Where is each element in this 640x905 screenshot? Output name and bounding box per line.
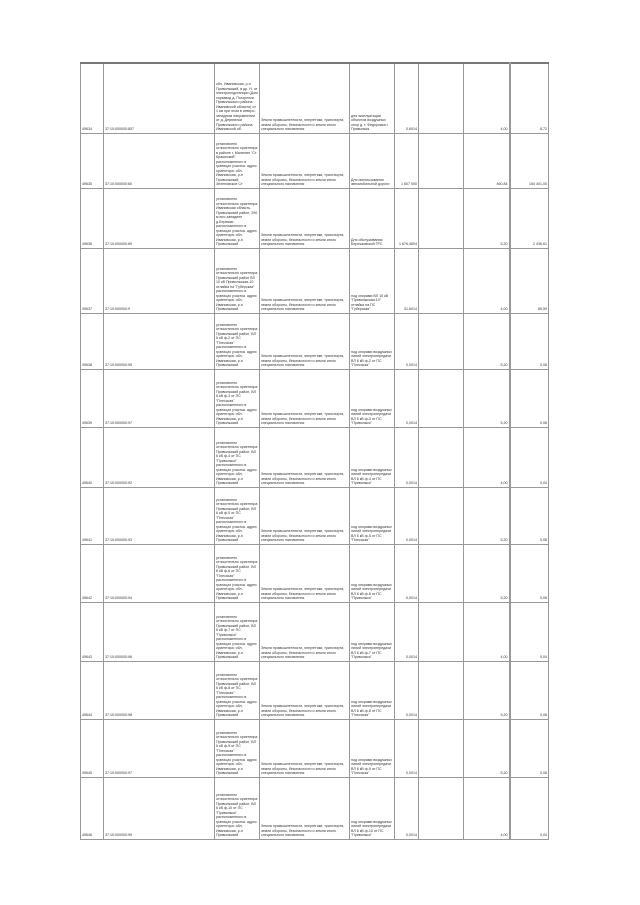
table-row: [81, 777, 549, 839]
cadastral-number-cell: 37:10:000000:95: [104, 313, 215, 369]
permitted-use-cell: для эксплуатации объектов воздушных опор д. т. Федоровка г. Приволжск: [350, 63, 395, 133]
cadastral-number-cell: 37:10:000000:99: [104, 777, 215, 839]
parcel-id-cell: 49641: [81, 487, 104, 544]
cadastral-number-cell: 37:10:000000:9: [104, 248, 215, 313]
empty-cell-cell: [419, 487, 464, 544]
table-row: [81, 544, 549, 602]
parcel-id-cell: 49644: [81, 661, 104, 719]
rate-cell: 5,20: [464, 661, 510, 719]
address-cell: установлено относительно ориентира Приволжский район, ВЛ 6 кВ ф-7 от ПС "Приволжск" расположенного в границах участка. адрес ориентира: обл. Ивановская, р-н Приволжский: [215, 602, 260, 661]
empty-cell-cell: [419, 719, 464, 777]
value-cell: 0,04: [510, 602, 549, 661]
empty-cell-cell: [419, 602, 464, 661]
parcel-id-cell: 49637: [81, 248, 104, 313]
rate-cell: 5,20: [464, 487, 510, 544]
value-cell: 2 436,61: [510, 188, 549, 248]
area-cell: 0,0014: [395, 369, 419, 427]
land-category-cell: Земли промышленности, энергетики, транспорта, земли обороны, безопасности и земли иного специального назначения: [260, 313, 350, 369]
address-cell: обл. Ивановская, р-н Приволжский, в др. Н. от электроподстанции (Дом хорзавод д. Погорелки Приволжского района Ивановской области) от 1 км при этом в северо-западном направлении от д. Дерягинки Приволжского района Ивановской об.: [215, 63, 260, 133]
area-cell: 1 607 000: [395, 133, 419, 188]
rate-cell: 5,20: [464, 313, 510, 369]
permitted-use-cell: под опорами воздушных линий электропередачи ВЛ 6 кВ ф-6 от ПС "Приволжск": [350, 544, 395, 602]
rate-cell: 5,20: [464, 369, 510, 427]
area-cell: 0,0014: [395, 427, 419, 487]
empty-cell-cell: [419, 427, 464, 487]
address-cell: установлено относительно ориентира Приволжский район, ВЛ 6 кВ ф-5 от ПС "Плесская" расположенного в границах участка. адрес ориентира: обл. Ивановская, р-н Приволжский: [215, 487, 260, 544]
permitted-use-cell: под опорами воздушных линий электропередачи ВЛ 6 кВ ф-4 от ПС "Приволжск": [350, 427, 395, 487]
parcel-id-cell: 49639: [81, 369, 104, 427]
permitted-use-cell: под опорами воздушных линий электропередачи ВЛ 6 кВ ф-10 от ПС "Приволжск": [350, 777, 395, 839]
value-cell: 0,08: [510, 313, 549, 369]
address-cell: установлено относительно ориентира Приволжский район, ВЛ 6 кВ ф-4 от ПС "Приволжск" расположенного в границах участка. адрес ориентира: обл. Ивановская, р-н Приволжский: [215, 427, 260, 487]
rate-cell: 5,20: [464, 719, 510, 777]
value-cell: 0,08: [510, 369, 549, 427]
land-category-cell: Земли промышленности, энергетики, транспорта, земли обороны, безопасности и земли иного специального назначения: [260, 369, 350, 427]
permitted-use-cell: под опорами воздушных линий электропередачи ВЛ 6 кВ ф-5 от ПС "Плесская": [350, 487, 395, 544]
table-row: [81, 188, 549, 248]
empty-cell-cell: [419, 188, 464, 248]
parcel-id-cell: 49636: [81, 188, 104, 248]
rate-cell: 4,00: [464, 777, 510, 839]
cadastral-number-cell: 37:10:000000:97: [104, 369, 215, 427]
permitted-use-cell: под опорами ВЛ 10 кВ "Приволжская-10" отпайка на ПС "Губерская": [350, 248, 395, 313]
table-row: [81, 133, 549, 188]
value-cell: 8,72: [510, 63, 549, 133]
empty-cell-cell: [419, 777, 464, 839]
parcel-id-cell: 49643: [81, 602, 104, 661]
rate-cell: 4,00: [464, 602, 510, 661]
empty-cell-cell: [419, 661, 464, 719]
land-category-cell: Земли промышленности, энергетики, транспорта, земли обороны, безопасности и земли иного специального назначения: [260, 777, 350, 839]
value-cell: 154 401,00: [510, 133, 549, 188]
value-cell: 0,04: [510, 427, 549, 487]
permitted-use-cell: под опорами воздушных линий электропередачи ВЛ 6 кВ ф-3 от ПС "Приволжск": [350, 369, 395, 427]
land-category-cell: Земли промышленности, энергетики, транспорта, земли обороны, безопасности и земли иного специального назначения: [260, 719, 350, 777]
cadastral-number-cell: 37:10:000000:98: [104, 661, 215, 719]
address-cell: установлено относительно ориентира Приволжский район, ВЛ 6 кВ ф-10 от ПС "Приволжск" расположенного в границах участка. адрес ориентира: обл. Ивановская, р-н Приволжский: [215, 777, 260, 839]
value-cell: 0,08: [510, 487, 549, 544]
land-parcels-table: [80, 62, 549, 840]
cadastral-number-cell: 37:10:000000:93: [104, 487, 215, 544]
rate-cell: 4,00: [464, 427, 510, 487]
rate-cell: 5,20: [464, 544, 510, 602]
parcel-id-cell: 49642: [81, 544, 104, 602]
area-cell: 0,0014: [395, 777, 419, 839]
permitted-use-cell: Для обслуживания Бережковской ГРС: [350, 188, 395, 248]
parcel-id-cell: 49634: [81, 63, 104, 133]
cadastral-number-cell: 37:10:000000:857: [104, 63, 215, 133]
table-row: [81, 427, 549, 487]
address-cell: установлено относительно ориентира Приволжский район, ВЛ 6 кВ ф-6 от ПС "Плесская" расположенного в границах участка. адрес ориентира: обл. Ивановская, р-н Приволжский: [215, 544, 260, 602]
land-category-cell: Земли промышленности, энергетики, транспорта, земли обороны, безопасности и земли иного специального назначения: [260, 661, 350, 719]
address-cell: установлено относительно ориентира Ивановская область, Приволжский район, 290 м юго-западнее д.Бережки расположенного в границах участка. адрес ориентира: обл. Ивановская, р-н Приволжский: [215, 188, 260, 248]
empty-cell-cell: [419, 369, 464, 427]
address-cell: установлено относительно ориентира Приволжский район, ВЛ 6 кВ ф-8 от ПС "Плесская" расположенного в границах участка. адрес ориентира: обл. Ивановская, р-н Приволжский: [215, 661, 260, 719]
address-cell: установлено относительно ориентира Приволжский район ВЛ 10 кВ Приволжская-10 отпайка на "Губерская" расположенного в границах участка. адрес ориентира: обл. Ивановская, р-н Приволжский: [215, 248, 260, 313]
area-cell: 0,6014: [395, 63, 419, 133]
permitted-use-cell: Для использования автомобильной дороги: [350, 133, 395, 188]
value-cell: 0,08: [510, 719, 549, 777]
table-row: [81, 248, 549, 313]
land-category-cell: Земли промышленности, энергетики, транспорта, земли обороны, безопасности и земли иного специального назначения: [260, 63, 350, 133]
permitted-use-cell: под опорами воздушных линий электропередачи ВЛ 6 кВ ф-2 от ПС "Плесская": [350, 313, 395, 369]
parcel-id-cell: 49638: [81, 313, 104, 369]
value-cell: 0,04: [510, 777, 549, 839]
table-row: [81, 661, 549, 719]
table-row: [81, 313, 549, 369]
table-row: [81, 369, 549, 427]
land-category-cell: Земли промышленности, энергетики, транспорта, земли обороны, безопасности и земли иного специального назначения: [260, 487, 350, 544]
cadastral-number-cell: 37:10:000000:97: [104, 719, 215, 777]
land-category-cell: Земли промышленности, энергетики, транспорта, земли обороны, безопасности и земли иного специального назначения: [260, 248, 350, 313]
parcel-id-cell: 49635: [81, 133, 104, 188]
address-cell: установлено относительно ориентира Приволжский район, ВЛ 6 кВ ф-9 от ПС "Плесская" расположенного в границах участка. адрес ориентира: обл. Ивановская, р-н Приволжский: [215, 719, 260, 777]
rate-cell: 5,20: [464, 188, 510, 248]
cadastral-number-cell: 37:10:000000:94: [104, 544, 215, 602]
cadastral-number-cell: 37:10:000000:92: [104, 427, 215, 487]
land-category-cell: Земли промышленности, энергетики, транспорта, земли обороны, безопасности и земли иного специального назначения: [260, 133, 350, 188]
area-cell: 0,0014: [395, 719, 419, 777]
area-cell: 0,0014: [395, 487, 419, 544]
parcel-id-cell: 49640: [81, 427, 104, 487]
table-row: [81, 602, 549, 661]
value-cell: 0,08: [510, 661, 549, 719]
land-category-cell: Земли промышленности, энергетики, транспорта, земли обороны, безопасности и земли иного специального назначения: [260, 544, 350, 602]
parcel-id-cell: 49645: [81, 719, 104, 777]
rate-cell: 4,00: [464, 63, 510, 133]
table-row: [81, 63, 549, 133]
table-row: [81, 719, 549, 777]
parcel-id-cell: 49646: [81, 777, 104, 839]
permitted-use-cell: под опорами воздушных линий электропередачи ВЛ 6 кВ ф-9 от ПС "Плесская": [350, 719, 395, 777]
area-cell: 31,6014: [395, 248, 419, 313]
cadastral-number-cell: 37:10:000000:96: [104, 602, 215, 661]
cadastral-number-cell: 37:10:000000:69: [104, 188, 215, 248]
empty-cell-cell: [419, 133, 464, 188]
rate-cell: 4,00: [464, 248, 510, 313]
address-cell: установлено относительно ориентира в районе г. Малютин "Ст Крашеский" расположенного в границах участка. адрес ориентира: обл. Ивановская, р-н Приволжский, Зеленовское Ст: [215, 133, 260, 188]
rate-cell: 460,84: [464, 133, 510, 188]
value-cell: 0,08: [510, 544, 549, 602]
empty-cell-cell: [419, 313, 464, 369]
empty-cell-cell: [419, 544, 464, 602]
land-category-cell: Земли промышленности, энергетики, транспорта, земли обороны, безопасности и земли иного специального назначения: [260, 427, 350, 487]
area-cell: 0,0014: [395, 544, 419, 602]
address-cell: установлено относительно ориентира Приволжский район, ВЛ 6 кВ ф-3 от ПС "Плесская" расположенного в границах участка. адрес ориентира: обл. Ивановская, р-н Приволжский: [215, 369, 260, 427]
permitted-use-cell: под опорами воздушных линий электропередачи ВЛ 6 кВ ф-7 от ПС "Приволжск": [350, 602, 395, 661]
table-row: [81, 487, 549, 544]
value-cell: 85,59: [510, 248, 549, 313]
land-category-cell: Земли промышленности, энергетики, транспорта, земли обороны, безопасности и земли иного специального назначения: [260, 188, 350, 248]
permitted-use-cell: под опорами воздушных линий электропередачи ВЛ 6 кВ ф-8 от ПС "Плесская": [350, 661, 395, 719]
land-category-cell: Земли промышленности, энергетики, транспорта, земли обороны, безопасности и земли иного специального назначения: [260, 602, 350, 661]
cadastral-number-cell: 37:10:000000:60: [104, 133, 215, 188]
address-cell: установлено относительно ориентира Приволжский район, ВЛ 6 кВ ф-2 от ПС "Плесская" расположенного в границах участка. адрес ориентира: обл. Ивановская, р-н Приволжский: [215, 313, 260, 369]
area-cell: 0,0014: [395, 313, 419, 369]
empty-cell-cell: [419, 63, 464, 133]
area-cell: 0,0014: [395, 602, 419, 661]
area-cell: 1 676,4804: [395, 188, 419, 248]
area-cell: 0,0014: [395, 661, 419, 719]
empty-cell-cell: [419, 248, 464, 313]
